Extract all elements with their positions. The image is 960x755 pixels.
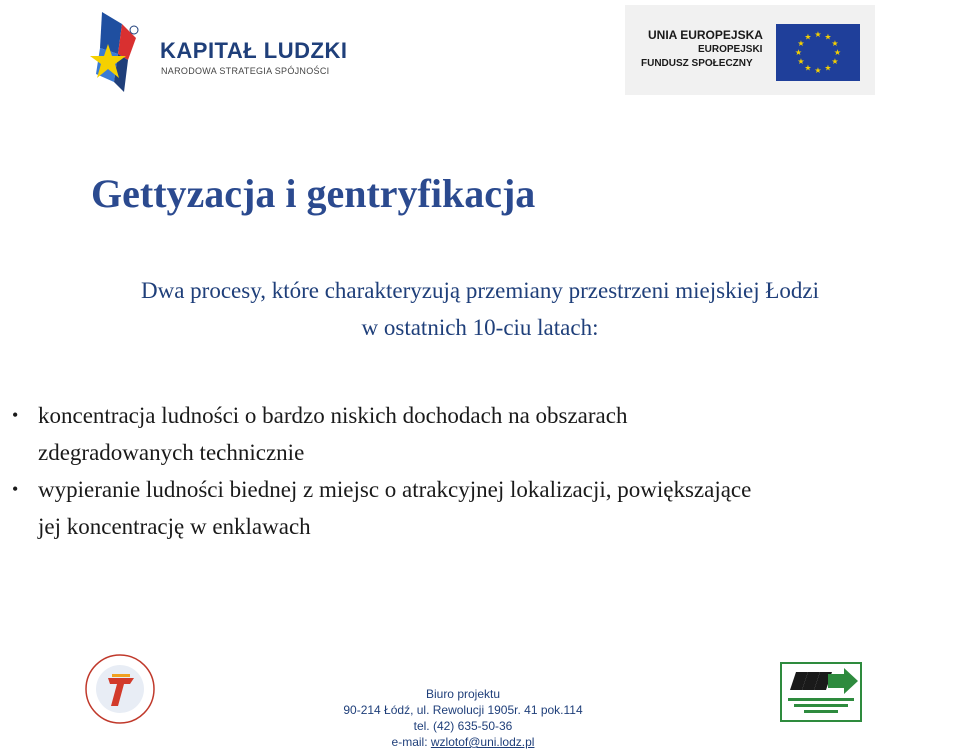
university-lodz-logo-icon bbox=[82, 650, 158, 728]
bullet-dot-icon: • bbox=[12, 405, 19, 425]
office-email-line bbox=[298, 734, 628, 750]
svg-text:★: ★ bbox=[831, 39, 839, 48]
office-label: Biuro projektu bbox=[425, 687, 501, 701]
eu-logo-line3: FUNDUSZ SPOŁECZNY bbox=[641, 58, 753, 69]
svg-text:★: ★ bbox=[804, 63, 812, 73]
project-office-contact bbox=[298, 686, 628, 750]
bullet-line: zdegradowanych technicznie bbox=[38, 440, 305, 465]
svg-text:★: ★ bbox=[831, 57, 839, 66]
svg-text:★: ★ bbox=[824, 32, 832, 42]
bullet-dot-icon: • bbox=[12, 479, 19, 499]
eu-logo-line1: UNIA EUROPEJSKA bbox=[648, 28, 763, 42]
office-address: 90-214 Łódź, ul. Rewolucji 1905r. 41 pok.114 bbox=[343, 703, 583, 717]
eu-logo-line2: EUROPEJSKI bbox=[698, 44, 763, 55]
wup-lodz-logo-icon bbox=[780, 662, 862, 722]
kapital-ludzki-subtitle: NARODOWA STRATEGIA SPÓJNOŚCI bbox=[161, 66, 330, 76]
email-link[interactable]: wzlotof@uni.lodz.pl bbox=[430, 735, 535, 749]
bullet-line: wypieranie ludności biednej z miejsc o atrakcyjnej lokalizacji, powiększające bbox=[38, 477, 752, 502]
slide-title: Gettyzacja i gentryfikacja bbox=[91, 171, 536, 216]
intro-line-1: Dwa procesy, które charakteryzują przemiany przestrzeni miejskiej Łodzi bbox=[141, 278, 819, 303]
kapital-ludzki-title: KAPITAŁ LUDZKI bbox=[160, 38, 348, 63]
office-phone: tel. (42) 635-50-36 bbox=[413, 719, 513, 733]
bullet-line: jej koncentrację w enklawach bbox=[38, 514, 311, 539]
svg-text:★: ★ bbox=[797, 39, 805, 48]
email-label: e-mail: bbox=[391, 735, 431, 749]
intro-line-2: w ostatnich 10-ciu latach: bbox=[361, 315, 599, 340]
kapital-ludzki-emblem-icon bbox=[88, 8, 158, 100]
svg-text:★: ★ bbox=[804, 32, 812, 42]
svg-text:★: ★ bbox=[814, 30, 822, 39]
svg-text:★: ★ bbox=[797, 57, 805, 66]
intro-paragraph bbox=[0, 272, 960, 346]
eu-flag-icon bbox=[776, 24, 860, 81]
bullet-line: koncentracja ludności o bardzo niskich dochodach na obszarach bbox=[38, 403, 628, 428]
svg-text:★: ★ bbox=[833, 48, 842, 57]
bullet-item bbox=[12, 471, 952, 545]
svg-text:★: ★ bbox=[794, 48, 803, 57]
svg-text:★: ★ bbox=[814, 66, 822, 75]
bullet-list bbox=[12, 397, 952, 545]
bullet-item bbox=[12, 397, 952, 471]
svg-text:★: ★ bbox=[824, 63, 832, 73]
